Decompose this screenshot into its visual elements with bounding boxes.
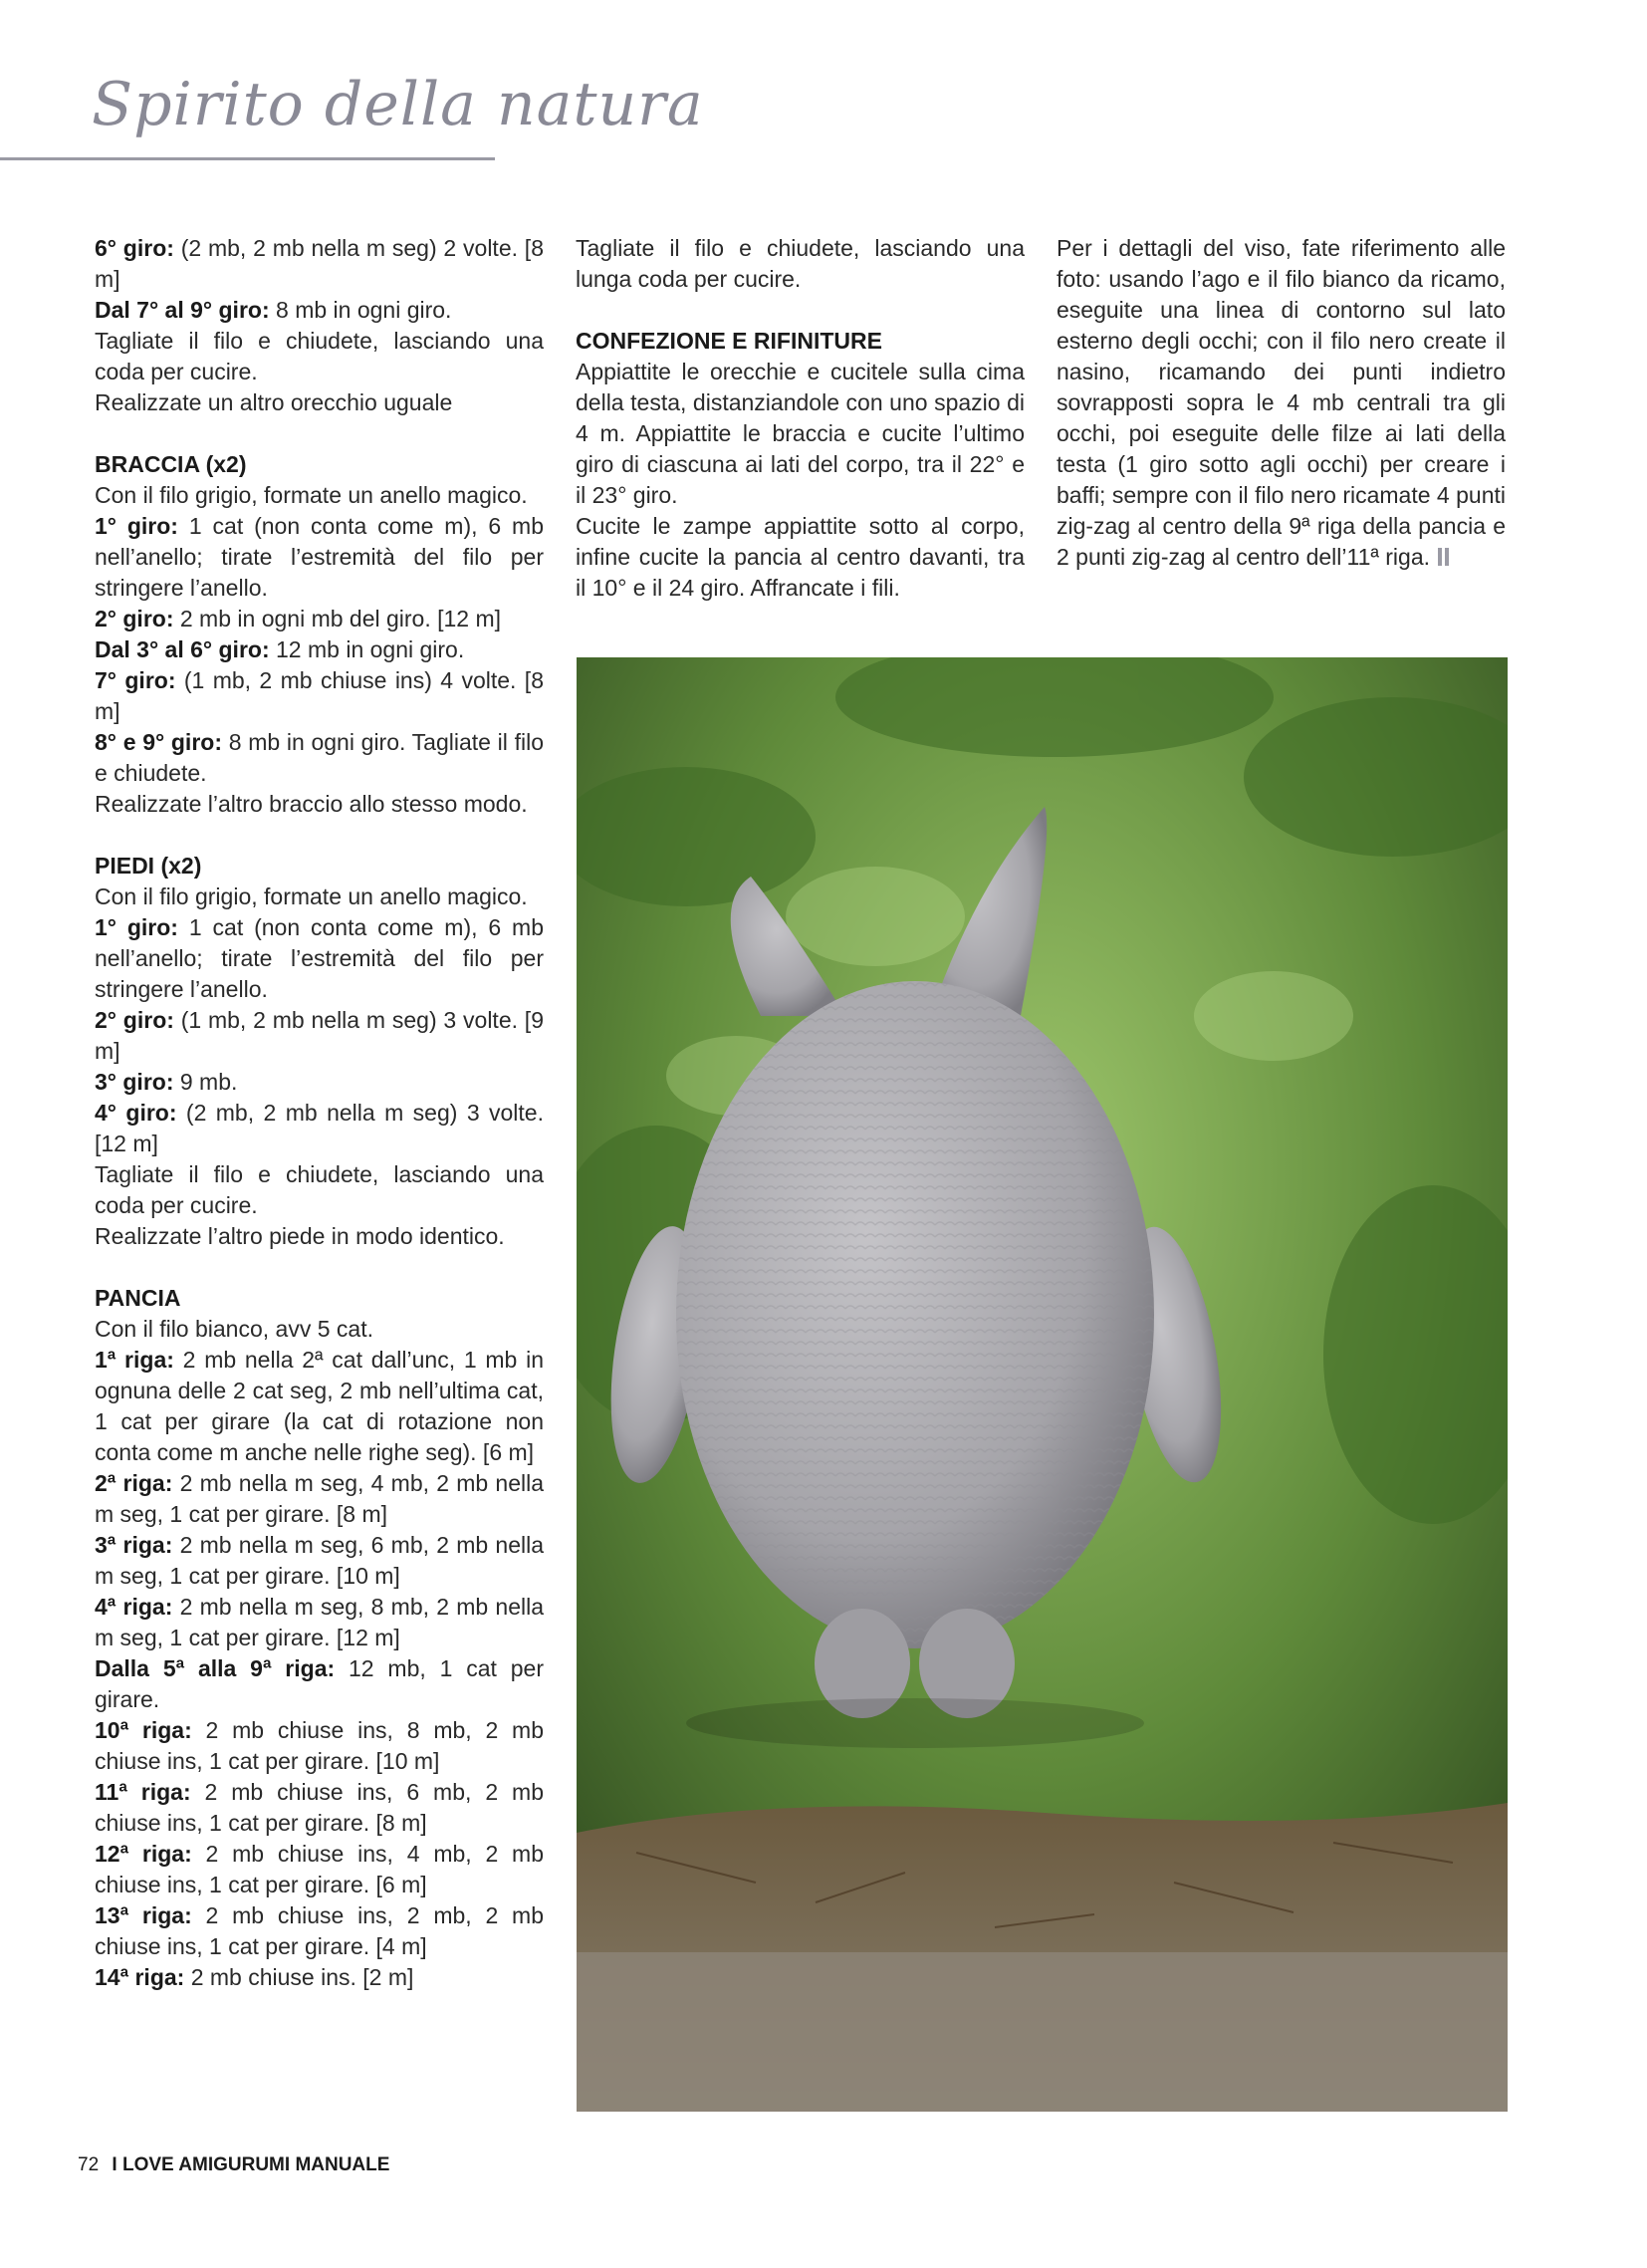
magazine-name: I LOVE AMIGURUMI MANUALE bbox=[112, 2154, 390, 2175]
page-footer bbox=[78, 2154, 389, 2176]
ear-finish: Tagliate il filo e chiudete, lasciando una coda per cucire. bbox=[95, 328, 544, 384]
feet-round-2: 2° giro: (1 mb, 2 mb nella m seg) 3 volte. [9 m] bbox=[95, 1007, 544, 1064]
arms-heading: BRACCIA (x2) bbox=[95, 451, 247, 477]
feet-repeat: Realizzate l’altro piede in modo identico. bbox=[95, 1223, 505, 1249]
ear-round-7: Dal 7° al 9° giro: 8 mb in ogni giro. bbox=[95, 297, 452, 323]
title-rule bbox=[0, 157, 495, 160]
page-number: 72 bbox=[78, 2154, 100, 2175]
ear-round-6: 6° giro: (2 mb, 2 mb nella m seg) 2 volte. [8 m] bbox=[95, 235, 544, 292]
belly-row-1: 1ª riga: 2 mb nella 2ª cat dall’unc, 1 mb in ognuna delle 2 cat seg, 2 mb nell’ultima cat, 1 cat per girare (la cat di rotazione non conta come m anche nelle righe seg). [6 m] bbox=[95, 1347, 544, 1465]
arms-round-7: 7° giro: (1 mb, 2 mb chiuse ins) 4 volte. [8 m] bbox=[95, 667, 544, 724]
text-column-1 bbox=[95, 233, 544, 1993]
assembly-heading: CONFEZIONE E RIFINITURE bbox=[576, 328, 882, 354]
belly-intro: Con il filo bianco, avv 5 cat. bbox=[95, 1316, 373, 1342]
ear-repeat: Realizzate un altro orecchio uguale bbox=[95, 389, 453, 415]
feet-finish: Tagliate il filo e chiudete, lasciando una coda per cucire. bbox=[95, 1161, 544, 1218]
feet-heading: PIEDI (x2) bbox=[95, 853, 202, 879]
section-title: Spirito della natura bbox=[92, 70, 704, 139]
arms-intro: Con il filo grigio, formate un anello magico. bbox=[95, 482, 528, 508]
arms-round-3: Dal 3° al 6° giro: 12 mb in ogni giro. bbox=[95, 636, 465, 662]
belly-row-14: 14ª riga: 2 mb chiuse ins. [2 m] bbox=[95, 1964, 414, 1990]
belly-row-3: 3ª riga: 2 mb nella m seg, 6 mb, 2 mb nella m seg, 1 cat per girare. [10 m] bbox=[95, 1532, 544, 1589]
belly-row-5: Dalla 5ª alla 9ª riga: 12 mb, 1 cat per girare. bbox=[95, 1655, 544, 1712]
end-of-article-icon bbox=[1438, 543, 1452, 574]
feet-round-4: 4° giro: (2 mb, 2 mb nella m seg) 3 volte. [12 m] bbox=[95, 1100, 544, 1156]
belly-finish: Tagliate il filo e chiudete, lasciando una lunga coda per cucire. bbox=[576, 235, 1025, 292]
text-column-2 bbox=[576, 233, 1025, 604]
belly-row-2: 2ª riga: 2 mb nella m seg, 4 mb, 2 mb nella m seg, 1 cat per girare. [8 m] bbox=[95, 1470, 544, 1527]
feet-round-1: 1° giro: 1 cat (non conta come m), 6 mb nell’anello; tirate l’estremità del filo per stringere l’anello. bbox=[95, 914, 545, 1002]
assembly-paragraph-1: Appiattite le orecchie e cucitele sulla cima della testa, distanziandole con uno spazio di 4 m. Appiattite le braccia e cucite l’ultimo giro di ciascuna ai lati del corpo, tra il 22° e il 23° giro. bbox=[576, 359, 1025, 508]
assembly-paragraph-2: Cucite le zampe appiattite sotto al corpo, infine cucite la pancia al centro davanti, tra il 10° e il 24 giro. Affrancate i fili. bbox=[576, 513, 1025, 601]
arms-repeat: Realizzate l’altro braccio allo stesso modo. bbox=[95, 791, 528, 817]
feet-intro: Con il filo grigio, formate un anello magico. bbox=[95, 883, 528, 909]
arms-round-1: 1° giro: 1 cat (non conta come m), 6 mb nell’anello; tirate l’estremità del filo per stringere l’anello. bbox=[95, 513, 545, 601]
belly-heading: PANCIA bbox=[95, 1285, 181, 1311]
feet-round-3: 3° giro: 9 mb. bbox=[95, 1069, 238, 1095]
belly-row-12: 12ª riga: 2 mb chiuse ins, 4 mb, 2 mb chiuse ins, 1 cat per girare. [6 m] bbox=[95, 1841, 544, 1897]
arms-round-8: 8° e 9° giro: 8 mb in ogni giro. Tagliate il filo e chiudete. bbox=[95, 729, 544, 786]
face-details: Per i dettagli del viso, fate riferimento alle foto: usando l’ago e il filo bianco da ricamo, eseguite una linea di contorno sul lato esterno degli occhi; con il filo nero create il nasino, ricamando dei punti indietro sovrapposti sopra le 4 mb centrali tra gli occhi, poi eseguite delle filze ai lati della testa (1 giro sotto agli occhi) per creare i baffi; sempre con il filo nero ricamate 4 punti zig-zag al centro della 9ª riga della pancia e 2 punti zig-zag al centro dell’11ª riga. bbox=[1057, 233, 1506, 574]
text-column-3 bbox=[1057, 233, 1506, 574]
amigurumi-photo bbox=[577, 657, 1508, 2112]
belly-row-10: 10ª riga: 2 mb chiuse ins, 8 mb, 2 mb chiuse ins, 1 cat per girare. [10 m] bbox=[95, 1717, 544, 1774]
belly-row-13: 13ª riga: 2 mb chiuse ins, 2 mb, 2 mb chiuse ins, 1 cat per girare. [4 m] bbox=[95, 1902, 544, 1959]
belly-row-11: 11ª riga: 2 mb chiuse ins, 6 mb, 2 mb chiuse ins, 1 cat per girare. [8 m] bbox=[95, 1779, 544, 1836]
belly-row-4: 4ª riga: 2 mb nella m seg, 8 mb, 2 mb nella m seg, 1 cat per girare. [12 m] bbox=[95, 1594, 544, 1650]
arms-round-2: 2° giro: 2 mb in ogni mb del giro. [12 m] bbox=[95, 606, 502, 631]
